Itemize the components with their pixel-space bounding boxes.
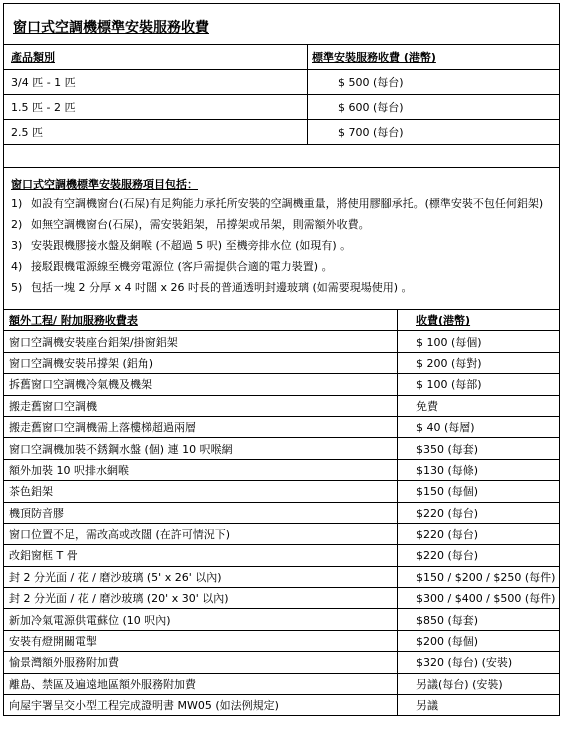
table-row bbox=[4, 416, 559, 437]
fee-cell: $ 500 (每台) bbox=[308, 70, 560, 95]
service-fee-cell: $320 (每台) (安裝) bbox=[398, 652, 560, 673]
service-item-cell: 窗口空調機加裝不銹鋼水盤 (個) 連 10 呎喉網 bbox=[4, 438, 398, 459]
service-item-cell: 新加冷氣電源供電蘇位 (10 呎內) bbox=[4, 609, 398, 630]
service-fee-cell: $220 (每台) bbox=[398, 502, 560, 523]
service-fee-cell: $ 100 (每個) bbox=[398, 331, 560, 352]
scope-list bbox=[11, 196, 553, 296]
service-item-cell: 窗口空調機安裝座台鋁架/掛窗鋁架 bbox=[4, 331, 398, 352]
service-scope bbox=[4, 168, 559, 310]
extra-header-fee: 收費(港幣) bbox=[416, 314, 471, 328]
fee-cell: $ 600 (每台) bbox=[308, 95, 560, 120]
price-header-category: 產品類別 bbox=[4, 45, 308, 70]
service-item-cell: 安裝有燈開關電掣 bbox=[4, 630, 398, 651]
fee-cell: $ 700 (每台) bbox=[308, 120, 560, 145]
price-table bbox=[4, 45, 559, 145]
category-cell: 2.5 匹 bbox=[4, 120, 308, 145]
table-row bbox=[4, 695, 559, 716]
spacer-row bbox=[4, 145, 559, 168]
service-item-cell: 改鋁窗框 T 骨 bbox=[4, 545, 398, 566]
price-sheet bbox=[3, 3, 560, 716]
service-fee-cell: $150 / $200 / $250 (每件) bbox=[398, 566, 560, 587]
service-fee-cell: $130 (每條) bbox=[398, 459, 560, 480]
table-row bbox=[4, 545, 559, 566]
service-item-cell: 機頂防音膠 bbox=[4, 502, 398, 523]
service-fee-cell: $220 (每台) bbox=[398, 523, 560, 544]
service-item-cell: 拆舊窗口空調機冷氣機及機架 bbox=[4, 374, 398, 395]
table-row bbox=[4, 502, 559, 523]
service-fee-cell: 另議(每台) (安裝) bbox=[398, 673, 560, 694]
service-item-cell: 向屋宇署呈交小型工程完成證明書 MW05 (如法例規定) bbox=[4, 695, 398, 716]
table-row bbox=[4, 523, 559, 544]
service-item-cell: 愉景灣額外服務附加費 bbox=[4, 652, 398, 673]
service-fee-cell: $ 200 (每對) bbox=[398, 352, 560, 373]
service-fee-cell: $ 40 (每層) bbox=[398, 416, 560, 437]
service-item-cell: 茶色鋁架 bbox=[4, 481, 398, 502]
table-row bbox=[4, 459, 559, 480]
scope-title: 窗口式空調機標準安裝服務項目包括： bbox=[11, 178, 198, 191]
list-item: 4) 接駁跟機電源線至機旁電源位 (客戶需提供合適的電力裝置) 。 bbox=[11, 260, 333, 273]
service-item-cell: 封 2 分光面 / 花 / 磨沙玻璃 (20' x 30' 以內) bbox=[4, 588, 398, 609]
list-item: 5) 包括一塊 2 分厚 x 4 吋闊 x 26 吋長的普通透明封邊玻璃 (如需要現場使用) 。 bbox=[11, 281, 413, 294]
list-item: 2) 如無空調機窗台(石屎)，需安裝鋁架，吊撐架或吊架，則需額外收費。 bbox=[11, 218, 370, 231]
service-item-cell: 搬走舊窗口空調機需上落樓梯超過兩層 bbox=[4, 416, 398, 437]
list-item: 1) 如設有空調機窗台(石屎)有足夠能力承托所安裝的空調機重量，將使用膠腳承托。(標準安裝不包任何鋁架) bbox=[11, 197, 544, 210]
table-row bbox=[4, 673, 559, 694]
service-fee-cell: $300 / $400 / $500 (每件) bbox=[398, 588, 560, 609]
service-item-cell: 封 2 分光面 / 花 / 磨沙玻璃 (5' x 26' 以內) bbox=[4, 566, 398, 587]
table-row bbox=[4, 331, 559, 352]
service-fee-cell: $350 (每套) bbox=[398, 438, 560, 459]
service-item-cell: 窗口空調機安裝吊撐架 (鋁角) bbox=[4, 352, 398, 373]
service-item-cell: 搬走舊窗口空調機 bbox=[4, 395, 398, 416]
page-title: 窗口式空調機標準安裝服務收費 bbox=[13, 20, 209, 36]
table-row bbox=[4, 438, 559, 459]
extra-table-header bbox=[4, 310, 559, 331]
table-row bbox=[4, 120, 559, 145]
table-row bbox=[4, 374, 559, 395]
table-row bbox=[4, 609, 559, 630]
price-table-header bbox=[4, 45, 559, 70]
table-row bbox=[4, 630, 559, 651]
service-fee-cell: $ 100 (每部) bbox=[398, 374, 560, 395]
service-item-cell: 離島、禁區及遍遠地區額外服務附加費 bbox=[4, 673, 398, 694]
category-cell: 3/4 匹 - 1 匹 bbox=[4, 70, 308, 95]
table-row bbox=[4, 652, 559, 673]
service-fee-cell: $220 (每台) bbox=[398, 545, 560, 566]
service-item-cell: 額外加裝 10 呎排水網喉 bbox=[4, 459, 398, 480]
table-row bbox=[4, 95, 559, 120]
service-item-cell: 窗口位置不足，需改高或改闊 (在許可情況下) bbox=[4, 523, 398, 544]
list-item: 3) 安裝跟機膠接水盤及網喉 (不超過 5 呎) 至機旁排水位 (如現有) 。 bbox=[11, 239, 352, 252]
service-fee-cell: 另議 bbox=[398, 695, 560, 716]
table-row bbox=[4, 395, 559, 416]
extra-services-table bbox=[4, 310, 559, 715]
table-row bbox=[4, 481, 559, 502]
table-row bbox=[4, 588, 559, 609]
category-cell: 1.5 匹 - 2 匹 bbox=[4, 95, 308, 120]
service-fee-cell: 免費 bbox=[398, 395, 560, 416]
service-fee-cell: $200 (每個) bbox=[398, 630, 560, 651]
price-header-fee: 標準安裝服務收費 (港幣) bbox=[308, 45, 560, 70]
extra-header-item: 額外工程/ 附加服務收費表 bbox=[4, 310, 398, 331]
table-row bbox=[4, 566, 559, 587]
title-row bbox=[4, 4, 559, 45]
service-fee-cell: $150 (每個) bbox=[398, 481, 560, 502]
service-fee-cell: $850 (每套) bbox=[398, 609, 560, 630]
table-row bbox=[4, 70, 559, 95]
table-row bbox=[4, 352, 559, 373]
